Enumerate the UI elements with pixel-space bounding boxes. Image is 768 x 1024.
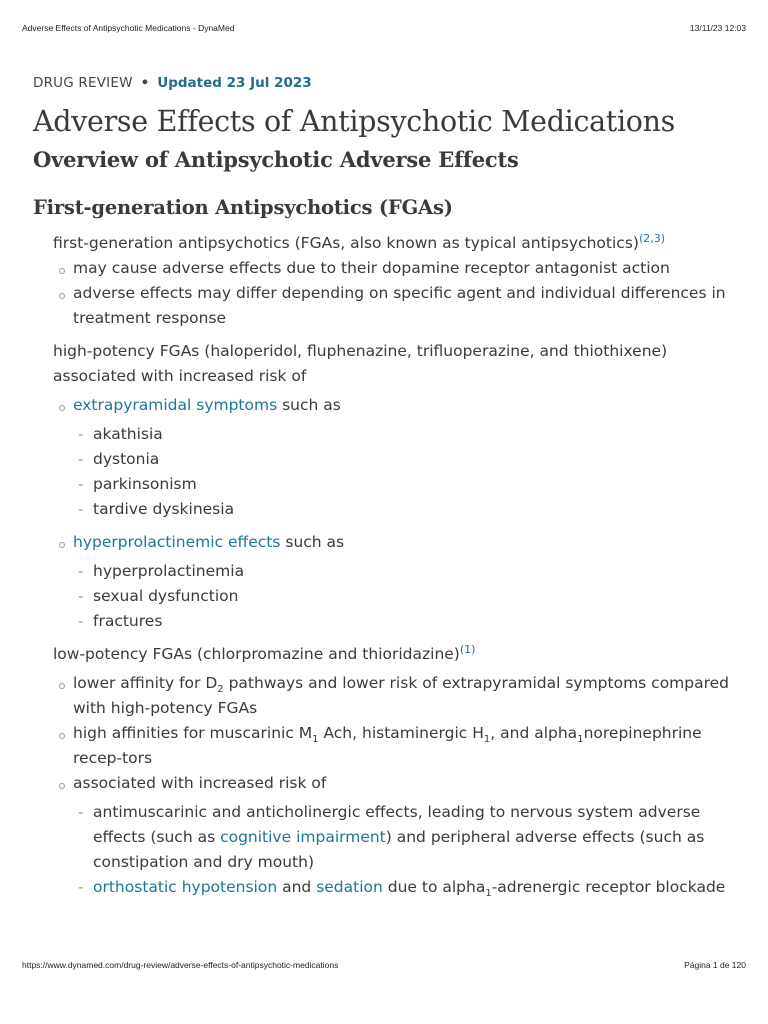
- ref-bracket: (: [459, 642, 465, 656]
- extrapyramidal-symptoms-link[interactable]: extrapyramidal symptoms: [73, 396, 278, 414]
- sub-list: [73, 559, 738, 634]
- cognitive-impairment-link[interactable]: cognitive impairment: [220, 828, 386, 846]
- reference-group: [460, 643, 476, 656]
- updated-date: Updated 23 Jul 2023: [157, 75, 312, 91]
- text-segment: antimuscarinic and anticholinergic effects, leading to nervous system adverse effects (such as: [93, 803, 701, 846]
- list-item: [73, 721, 738, 771]
- sub-list-item: [93, 875, 738, 900]
- subscript: 1: [577, 734, 584, 746]
- sub-list-item: - parkinsonism: [93, 472, 738, 497]
- list-item: [73, 771, 738, 900]
- sedation-link[interactable]: sedation: [316, 878, 383, 896]
- text-segment: and: [277, 878, 317, 896]
- page-subtitle: Overview of Antipsychotic Adverse Effects: [33, 147, 519, 172]
- print-footer-url: https://www.dynamed.com/drug-review/adverse-effects-of-antipsychotic-medications: [22, 960, 339, 970]
- print-header: [22, 23, 746, 33]
- bullet-list: [33, 671, 738, 900]
- bullet-list: [33, 256, 738, 331]
- list-item: may cause adverse effects due to their dopamine receptor antagonist action: [73, 256, 738, 281]
- article: [33, 73, 738, 900]
- text-segment: pathways and lower risk of extrapyramidal symptoms compared with high-potency FGAs: [73, 674, 730, 717]
- text-segment: ) and peripheral adverse effects (such as constipation and dry mouth): [93, 828, 705, 871]
- page-title: Adverse Effects of Antipsychotic Medications: [33, 105, 676, 138]
- sub-list-item: - fractures: [93, 609, 738, 634]
- text-segment: high affinities for muscarinic M: [73, 724, 313, 742]
- sub-list: [73, 422, 738, 522]
- sub-list: [73, 800, 738, 900]
- print-footer: [22, 960, 746, 970]
- text-segment: lower affinity for D: [73, 674, 218, 692]
- text-segment: Ach, histaminergic H: [318, 724, 484, 742]
- list-item: adverse effects may differ depending on specific agent and individual differences in treatment response: [73, 281, 738, 331]
- content-type-label: DRUG REVIEW: [33, 75, 133, 91]
- reference-link-1[interactable]: 1: [464, 642, 472, 656]
- article-meta: [33, 73, 738, 93]
- orthostatic-hypotension-link[interactable]: orthostatic hypotension: [93, 878, 278, 896]
- subscript: 1: [483, 734, 491, 746]
- ref-bracket: (: [638, 231, 644, 245]
- list-item-text: such as: [277, 396, 341, 414]
- list-item: [73, 671, 738, 721]
- list-item: [73, 393, 738, 530]
- subscript: 2: [217, 684, 224, 696]
- subscript: 1: [485, 888, 492, 900]
- bullet-list: [33, 393, 738, 634]
- paragraph-text: low-potency FGAs (chlorpromazine and thioridazine): [53, 645, 460, 663]
- ref-bracket: ): [471, 642, 476, 656]
- paragraph-low-potency: [53, 642, 738, 667]
- list-item-text: associated with increased risk of: [73, 774, 327, 792]
- sub-list-item: [93, 800, 738, 875]
- text-segment: , and alpha: [490, 724, 578, 742]
- paragraph-fga-intro: [53, 231, 738, 256]
- print-header-datetime: 13/11/23 12:03: [689, 23, 746, 33]
- ref-comma: ,: [650, 231, 654, 245]
- text-segment: due to alpha: [382, 878, 486, 896]
- section-heading: First-generation Antipsychotics (FGAs): [33, 196, 453, 219]
- reference-link-2[interactable]: 2: [643, 231, 651, 245]
- meta-separator: •: [140, 75, 150, 91]
- text-segment: norepinephrine recep-tors: [73, 724, 702, 767]
- subscript: 1: [312, 734, 319, 746]
- text-segment: -adrenergic receptor blockade: [491, 878, 726, 896]
- sub-list-item: - dystonia: [93, 447, 738, 472]
- list-item: [73, 530, 738, 634]
- ref-bracket: ): [660, 231, 666, 245]
- sub-list-item: - hyperprolactinemia: [93, 559, 738, 584]
- sub-list-item: - sexual dysfunction: [93, 584, 738, 609]
- reference-link-3[interactable]: 3: [653, 231, 661, 245]
- sub-list-item: - tardive dyskinesia: [93, 497, 738, 522]
- reference-group: [639, 232, 665, 245]
- page-number: Página 1 de 120: [684, 960, 746, 970]
- print-header-title: Adverse Effects of Antipsychotic Medications - DynaMed: [22, 23, 235, 33]
- paragraph-text: first-generation antipsychotics (FGAs, also known as typical antipsychotics): [53, 234, 639, 252]
- list-item-text: such as: [280, 533, 345, 551]
- sub-list-item: - akathisia: [93, 422, 738, 447]
- section-body: [33, 223, 738, 900]
- paragraph-high-potency: high-potency FGAs (haloperidol, fluphenazine, trifluoperazine, and thiothixene) associated with increased risk of: [53, 342, 668, 385]
- hyperprolactinemic-effects-link[interactable]: hyperprolactinemic effects: [73, 533, 281, 551]
